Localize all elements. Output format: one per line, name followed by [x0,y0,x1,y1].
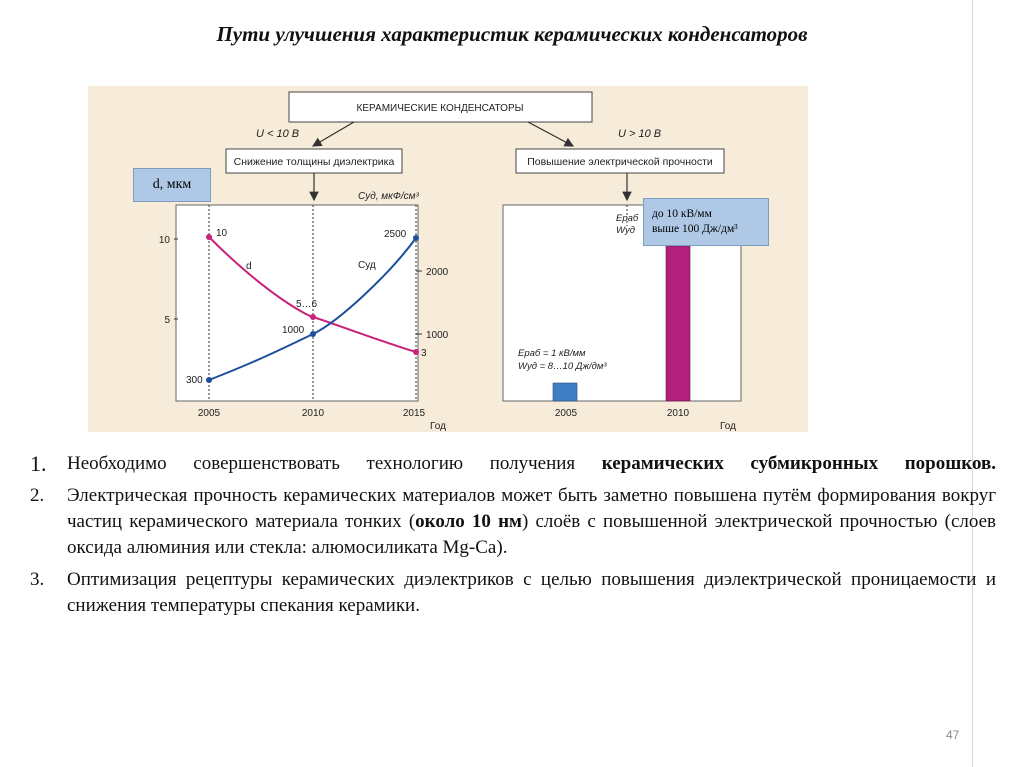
label-c-mid: 1000 [282,325,305,336]
right-x-tick-2005: 2005 [554,408,578,419]
point-c-2015 [413,235,419,241]
label-c-start: 300 [186,375,203,386]
x-axis-title-right: Год [720,421,736,432]
right-box-label: Повышение электрической прочности [527,156,713,168]
slide-right-rule [972,0,973,767]
bar-2010 [666,246,690,401]
tick-label-left-5: 5 [164,315,170,326]
list-text: Оптимизация рецептуры керамических диэлектриков с целью повышения диэлектрической проницаемости и снижения температуры спекания керамики. [67,569,996,616]
d-unit-label: d, мкм [133,168,211,202]
label-d-mid: 5…6 [296,299,318,310]
tick-label-left-10: 10 [158,235,170,246]
list-item [30,567,996,619]
capacitor-diagram [88,86,808,432]
strength-callout-line2: выше 100 Дж/дм³ [652,223,738,235]
slide-title: Пути улучшения характеристик керамических конденсаторов [216,22,808,46]
arrow-left-branch [313,122,354,146]
strength-callout [643,198,769,246]
list-text-tail: ) слоёв с повышенной электрической прочностью (слоев оксида алюминия или стекла: алюмосиликата Mg-Ca). [67,511,997,558]
list-text: Электрическая прочность керамических материалов может быть заметно повышена путём формирования вокруг частиц керамического материала тонких ( [67,485,996,532]
point-d-2005 [206,234,212,240]
curve-d-label: d [246,261,252,272]
list-item [30,483,996,561]
label-d-end: 3 [421,348,427,359]
left-box-label: Снижение толщины диэлектрика [233,156,395,168]
right-low-label-1: Eраб = 1 кВ/мм [518,348,586,359]
branch-right-label: U > 10 В [618,128,662,140]
strength-callout-line1: до 10 кВ/мм [652,208,712,220]
arrow-right-branch [528,122,573,146]
tick-label-right-2000: 2000 [426,267,449,278]
point-c-2005 [206,377,212,383]
list-number: 2. [30,485,45,506]
x-tick-2010: 2010 [301,408,325,419]
list-text: Необходимо совершенствовать технологию получения [67,453,602,474]
point-d-2010 [310,314,316,320]
tick-label-right-1000: 1000 [426,330,449,341]
right-top-wud: Wуд [616,225,635,236]
diagram-svg [88,86,808,432]
list-item [30,451,996,477]
branch-left-label: U < 10 В [256,128,300,140]
list-number: 1. [30,451,47,476]
x-axis-title-left: Год [430,421,446,432]
bar-2005 [553,383,577,401]
right-low-label-2: Wуд = 8…10 Дж/дм³ [518,361,607,372]
list-text-bold: около 10 нм [415,511,522,532]
list-text-bold: керамических субмикронных порошков. [601,453,996,474]
right-axis-title: Cуд, мкФ/см³ [358,191,419,202]
label-d-start: 10 [216,228,228,239]
x-tick-2015: 2015 [402,408,426,419]
list-number: 3. [30,569,45,590]
page-number: 47 [946,728,960,742]
label-c-end: 2500 [384,229,407,240]
right-top-eraB: Eраб [616,213,639,224]
point-d-2015 [413,349,419,355]
right-x-tick-2010: 2010 [666,408,690,419]
improvement-list [30,451,996,625]
x-tick-2005: 2005 [197,408,221,419]
top-box-label: КЕРАМИЧЕСКИЕ КОНДЕНСАТОРЫ [356,103,524,114]
curve-c-label: Cуд [358,260,376,271]
point-c-2010 [310,331,316,337]
